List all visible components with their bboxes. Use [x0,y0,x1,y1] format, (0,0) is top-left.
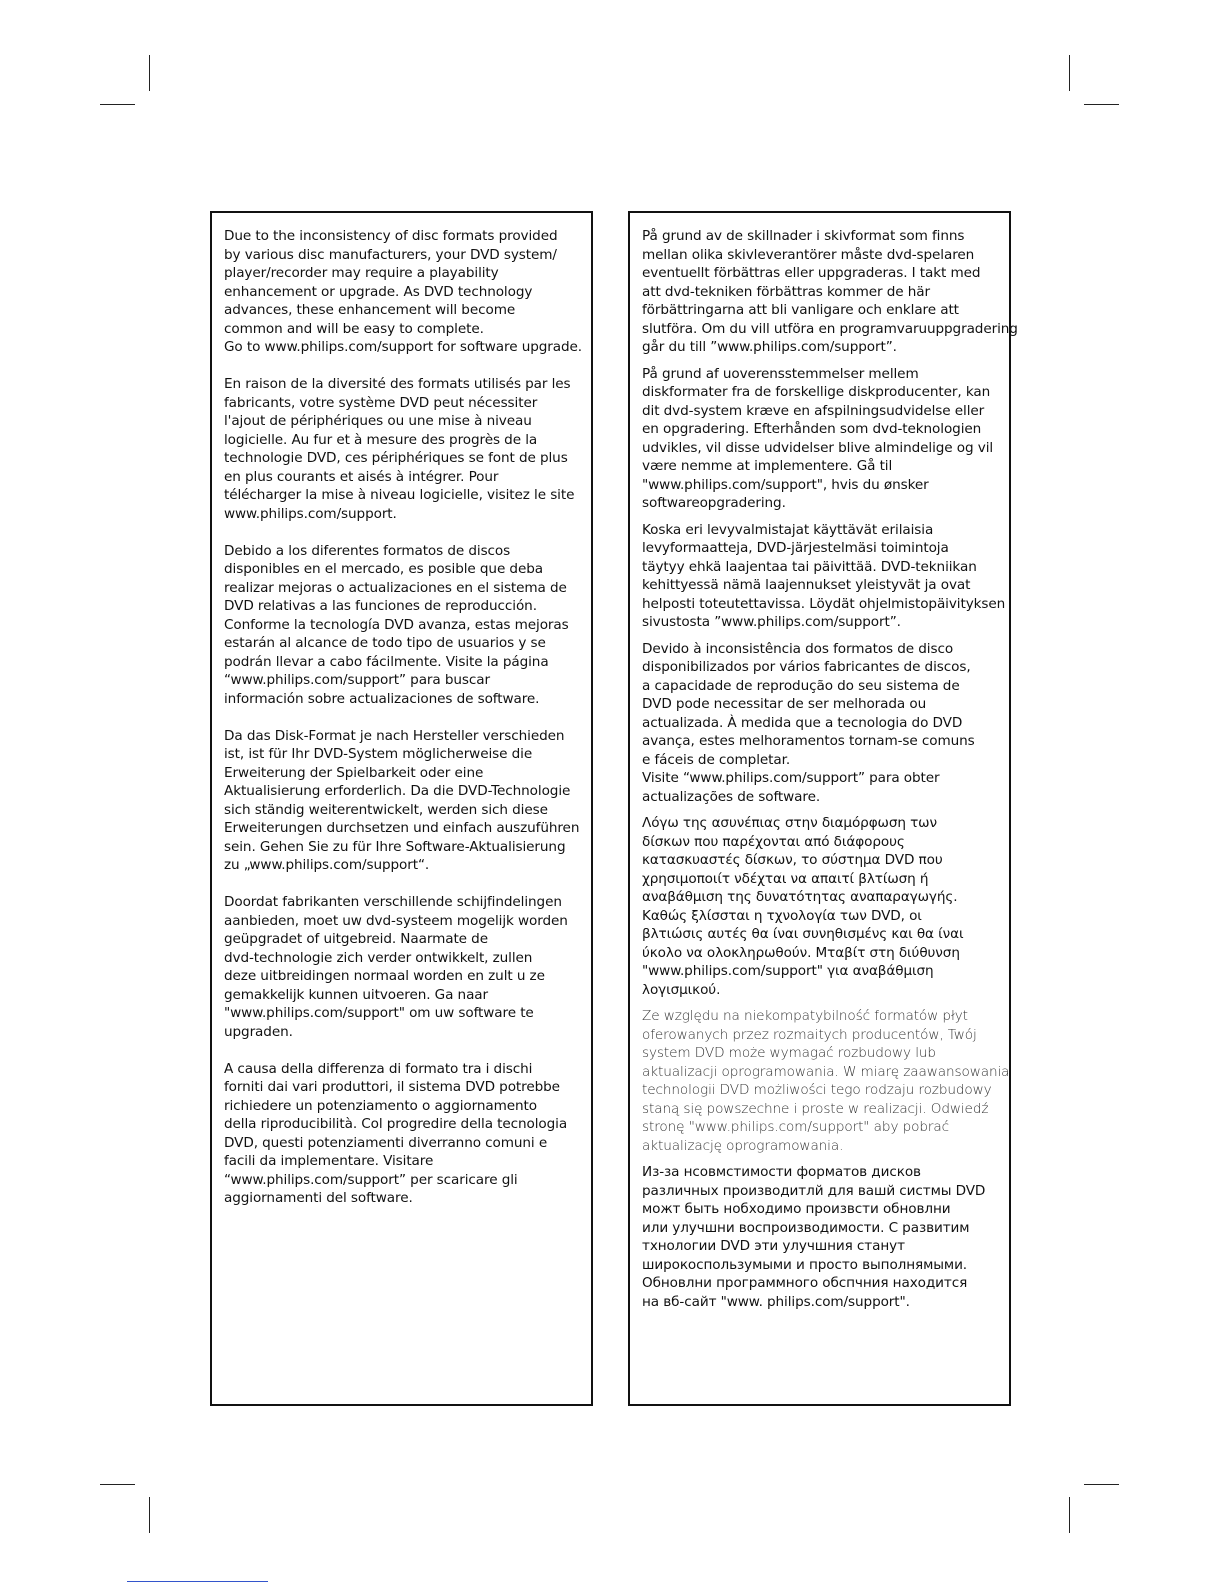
text-line: dit dvd-system kræve en afspilningsudvidelse eller [642,402,985,419]
text-line: Visite “www.philips.com/support” para obter [642,770,940,786]
left-column-box [210,211,593,1406]
crop-mark-bottom-right-vertical [1069,1497,1070,1533]
text-line: by various disc manufacturers, your DVD system/ [224,246,557,263]
text-line: en plus courants et aisés à intégrer. Pour [224,468,499,485]
text-line: sein. Gehen Sie zu für Ihre Software-Aktualisierung [224,838,566,855]
text-line: På grund av de skillnader i skivformat som finns [642,228,965,244]
text-line: e fáceis de completar. [642,751,791,768]
right-column-box [628,211,1018,1406]
paragraph-fi [642,521,1009,632]
paragraph-da [642,365,1009,513]
text-line: softwareopgradering. [642,495,786,511]
text-line: eventuellt förbättras eller uppgraderas. I takt med [642,265,981,281]
text-line: тхнологии DVD эти улучшния станут [642,1238,905,1254]
text-line: Da das Disk-Format je nach Hersteller verschieden [224,727,565,744]
text-line: télécharger la mise à niveau logicielle, visitez le site [224,487,575,503]
text-line: advances, these enhancement will become [224,302,516,318]
text-line: deze uitbreidingen normaal worden en zult u ze [224,968,545,984]
text-line: forniti dai vari produttori, il sistema DVD potrebbe [224,1079,560,1095]
text-line: Erweiterung der Spielbarkeit oder eine [224,764,484,781]
crop-mark-bottom-left-vertical [149,1497,150,1533]
text-line: facili da implementare. Visitare [224,1153,434,1169]
text-line: DVD pode necessitar de ser melhorada ou [642,696,927,712]
text-line: различных производитлй для вашй систмы DVD [642,1182,986,1199]
crop-mark-bottom-right-horizontal [1084,1484,1119,1485]
text-line: κατασκυαστές δίσκων, το σύστημα DVD που [642,852,943,868]
text-line: disponibles en el mercado, es posible que deba [224,561,543,577]
text-line: Koska eri levyvalmistajat käyttävät erilaisia [642,521,934,538]
text-line: a capacidade de reprodução do seu sistema de [642,677,960,694]
text-line: common and will be easy to complete. [224,320,484,337]
text-line: dvd-technologie zich verder ontwikkelt, zullen [224,949,533,966]
text-line: går du till ”www.philips.com/support”. [642,339,897,355]
text-line: podrán llevar a cabo fácilmente. Visite la página [224,653,549,670]
text-line: realizar mejoras o actualizaciones en el sistema de [224,579,567,596]
text-line: zu „www.philips.com/support“. [224,857,430,873]
text-line: sivustosta ”www.philips.com/support”. [642,614,901,630]
text-line: actualizações de software. [642,788,821,805]
paragraph-es [224,542,591,709]
text-line: att dvd-tekniken förbättras kommer de här [642,283,931,300]
text-line: Ze względu na niekompatybilność formatów płyt [642,1008,968,1024]
link-underline [127,1581,268,1582]
text-line: можт быть нобходимо произвсти обновлни [642,1201,951,1217]
text-line: geüpgradet of uitgebreid. Naarmate de [224,931,488,947]
paragraph-de [224,727,591,875]
text-line: enhancement or upgrade. As DVD technology [224,283,533,300]
text-line: levyformaatteja, DVD-järjestelmäsi toimintoja [642,540,949,556]
text-line: Conforme la tecnología DVD avanza, estas mejoras [224,616,569,633]
text-line: A causa della differenza di formato tra i dischi [224,1060,533,1077]
text-line: upgraden. [224,1023,293,1040]
text-line: δίσκων που παρέχονται από διάφορους [642,833,905,850]
text-line: αναβάθμιση της δυνατότητας αναπαραγωγής. [642,889,958,905]
text-line: della riproducibilità. Col progredire della tecnologia [224,1116,568,1132]
paragraph-pt [642,640,1009,807]
text-line: staną się powszechne i proste w realizacji. Odwiedź [642,1100,989,1117]
text-line: DVD, questi potenziamenti diverranno comuni e [224,1134,548,1151]
text-line: DVD relativas a las funciones de reproducción. [224,598,537,614]
paragraph-sv [642,227,1018,357]
text-line: slutföra. Om du vill utföra en programvaruuppgradering [642,320,1018,337]
text-line: täytyy ehkä laajentaa tai päivittää. DVD-tekniikan [642,558,977,575]
text-line: stronę "www.philips.com/support" aby pobrać [642,1119,949,1135]
text-line: или улучшни воспроизводимости. С развитим [642,1219,970,1236]
text-line: Due to the inconsistency of disc formats provided [224,228,558,244]
text-line: oferowanych przez rozmaitych producentów, Twój [642,1026,977,1043]
paragraph-nl [224,893,591,1041]
text-line: sich ständig weiterentwickelt, werden sich diese [224,801,548,818]
text-line: diskformater fra de forskellige diskproducenter, kan [642,384,991,400]
paragraph-ru [642,1163,1009,1311]
text-line: actualizada. À medida que a tecnologia do DVD [642,714,963,731]
text-line: aktualizację oprogramowania. [642,1137,844,1154]
text-line: aktualizacji oprogramowania. W miarę zaawansowania [642,1063,1010,1080]
text-line: Λόγω της ασυνέπιας στην διαμόρφωση των [642,815,937,831]
paragraph-el [642,814,1009,999]
crop-mark-bottom-left-horizontal [100,1484,135,1485]
text-line: udvikles, vil disse udvidelser blive almindelige og vil [642,439,994,456]
text-line: "www.philips.com/support" για αναβάθμιση [642,963,934,979]
text-line: aanbieden, moet uw dvd-systeem mogelijk worden [224,912,568,929]
text-line: system DVD może wymagać rozbudowy lub [642,1045,936,1061]
text-line: fabricants, votre système DVD peut nécessiter [224,394,538,411]
text-line: En raison de la diversité des formats utilisés par les [224,376,571,392]
text-line: ist, ist für Ihr DVD-System möglicherweise die [224,746,533,762]
text-line: "www.philips.com/support", hvis du ønsker [642,476,929,493]
text-line: aggiornamenti del software. [224,1190,413,1206]
text-line: förbättringarna att bli vanligare och enklare att [642,302,959,318]
paragraph-en [224,227,591,357]
text-line: широкоспользумыми и просто выполнямыми. [642,1256,968,1273]
text-line: technologii DVD możliwości tego rodzaju rozbudowy [642,1082,992,1098]
paragraph-fr [224,375,591,523]
text-line: disponibilizados por vários fabricantes de discos, [642,659,971,675]
text-line: www.philips.com/support. [224,505,397,522]
text-line: Debido a los diferentes formatos de discos [224,542,511,559]
text-line: På grund af uoverensstemmelser mellem [642,365,919,382]
text-line: información sobre actualizaciones de software. [224,690,540,707]
text-line: technologie DVD, ces périphériques se font de plus [224,450,568,466]
text-line: Обновлни программного обспчния находится [642,1275,968,1291]
text-line: avança, estes melhoramentos tornam-se comuns [642,733,975,749]
text-line: logicielle. Au fur et à mesure des progrès de la [224,431,538,448]
text-line: λογισμικού. [642,981,721,998]
text-line: Aktualisierung erforderlich. Da die DVD-Technologie [224,783,571,799]
text-line: mellan olika skivleverantörer måste dvd-spelaren [642,246,975,263]
text-line: Erweiterungen durchsetzen und einfach auszuführen [224,820,580,836]
text-line: player/recorder may require a playability [224,265,499,281]
text-line: Καθώς ξλίσσται η τχνολογία των DVD, οι [642,907,922,924]
text-line: Go to www.philips.com/support for software upgrade. [224,339,583,355]
text-line: βλτιώσις αυτές θα ίναι συνηθισμένς και θα ίναι [642,926,964,942]
text-line: en opgradering. Efterhånden som dvd-teknologien [642,421,982,437]
text-line: l'ajout de périphériques ou une mise à niveau [224,413,532,429]
text-line: gemakkelijk kunnen uitvoeren. Ga naar [224,986,489,1003]
text-line: “www.philips.com/support” para buscar [224,672,490,688]
text-line: kehittyessä nämä laajennukset yleistyvät ja ovat [642,577,971,593]
text-line: ύκολο να ολοκληρωθούν. Μταβίτ στη διύθυνση [642,944,960,961]
crop-mark-top-left-vertical [149,55,150,91]
text-line: Из-за нсовмстимости форматов дисков [642,1164,921,1180]
text-line: helposti toteutettavissa. Löydät ohjelmistopäivityksen [642,595,1006,612]
text-line: на вб-сайт "www. philips.com/support". [642,1293,910,1310]
text-line: richiedere un potenziamento o aggiornamento [224,1097,537,1114]
text-line: være nemme at implementere. Gå til [642,458,893,474]
crop-mark-top-right-vertical [1069,55,1070,91]
text-line: estarán al alcance de todo tipo de usuarios y se [224,635,546,651]
text-line: Devido à inconsistência dos formatos de disco [642,640,954,657]
text-line: Doordat fabrikanten verschillende schijfindelingen [224,894,562,910]
paragraph-it [224,1060,591,1208]
paragraph-pl [642,1007,1009,1155]
text-line: "www.philips.com/support" om uw software te [224,1005,534,1021]
crop-mark-top-left-horizontal [100,104,135,105]
text-line: χρησιμοποιίτ νδέχται να απαιτί βλτίωση ή [642,870,929,887]
text-line: “www.philips.com/support” per scaricare gli [224,1171,518,1188]
crop-mark-top-right-horizontal [1084,104,1119,105]
